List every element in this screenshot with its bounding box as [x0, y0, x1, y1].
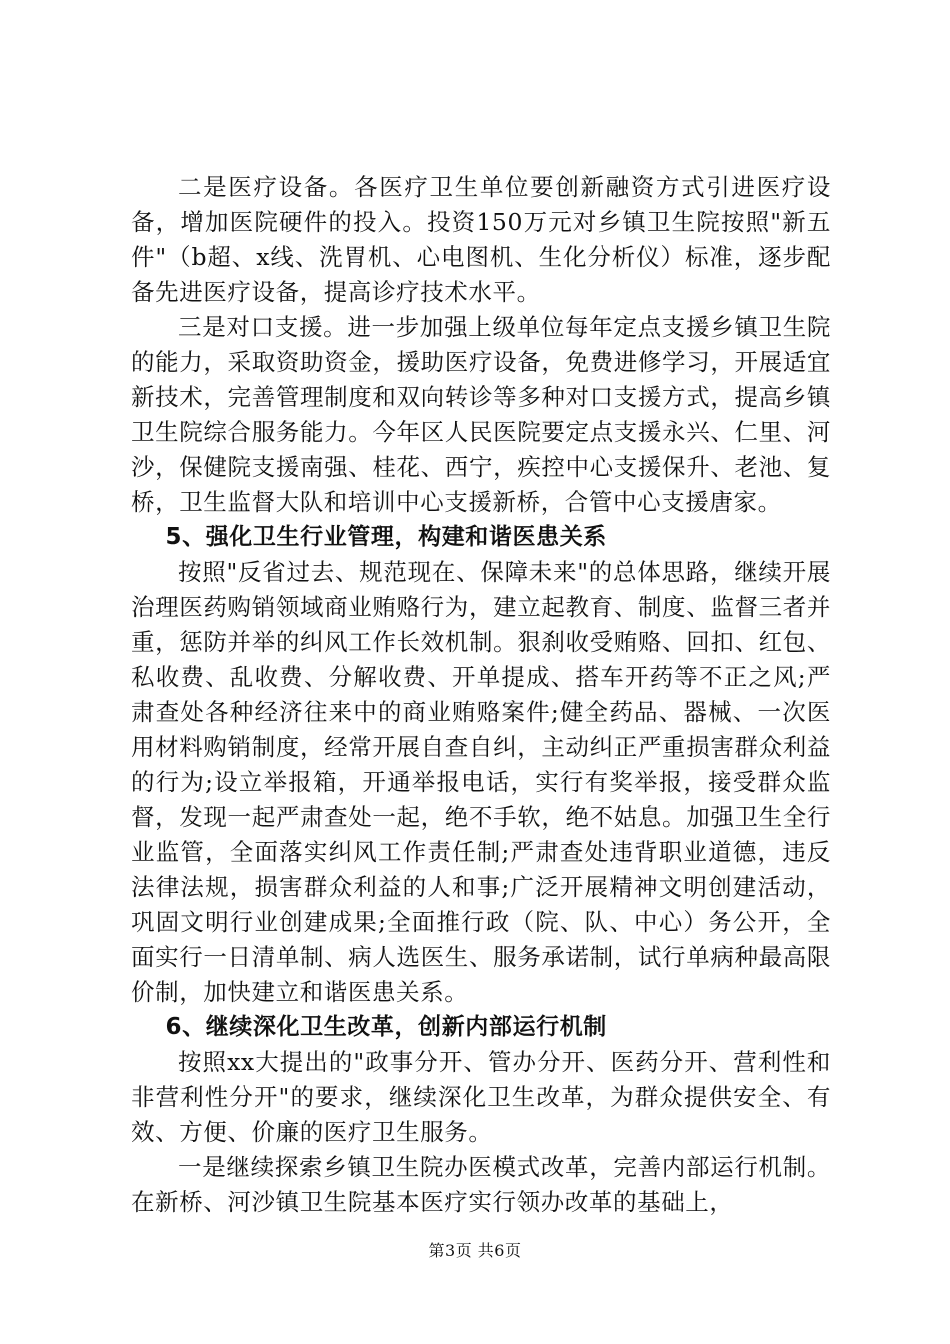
page-number-footer: 第3页 共6页 [428, 1241, 522, 1260]
paragraph-industry-management: 按照"反省过去、规范现在、保障未来"的总体思路，继续开展治理医药购销领域商业贿赂行为，建立起教育、制度、监督三者并重，惩防并举的纠风工作长效机制。狠刹收受贿赂、回扣、红包、私收费、乱收费、分解收费、开单提成、搭车开药等不正之风;严肃查处各种经济往来中的商业贿赂案件;健全药品、器械、一次医用材料购销制度，经常开展自查自纠，主动纠正严重损害群众利益的行为;设立举报箱，开通举报电话，实行有奖举报，接受群众监督，发现一起严肃查处一起，绝不手软，绝不姑息。加强卫生全行业监管，全面落实纠风工作责任制;严肃查处违背职业道德，违反法律法规，损害群众利益的人和事;广泛开展精神文明创建活动，巩固文明行业创建成果;全面推行政（院、队、中心）务公开，全面实行一日清单制、病人选医生、服务承诺制，试行单病种最高限价制，加快建立和谐医患关系。 [131, 558, 831, 1006]
paragraph-township-hospital-reform: 一是继续探索乡镇卫生院办医模式改革，完善内部运行机制。在新桥、河沙镇卫生院基本医疗实行领办改革的基础上， [131, 1153, 831, 1216]
section-heading-6: 6、继续深化卫生改革，创新内部运行机制 [165, 1014, 607, 1040]
document-body [131, 170, 831, 1220]
paragraph-health-reform: 按照xx大提出的"政事分开、管办分开、医药分开、营利性和非营利性分开"的要求，继续深化卫生改革，为群众提供安全、有效、方便、价廉的医疗卫生服务。 [131, 1048, 831, 1146]
paragraph-counterpart-support: 三是对口支援。进一步加强上级单位每年定点支援乡镇卫生院的能力，采取资助资金，援助医疗设备，免费进修学习，开展适宜新技术，完善管理制度和双向转诊等多种对口支援方式，提高乡镇卫生院综合服务能力。今年区人民医院要定点支援永兴、仁里、河沙，保健院支援南强、桂花、西宁，疾控中心支援保升、老池、复桥，卫生监督大队和培训中心支援新桥，合管中心支援唐家。 [131, 313, 831, 516]
paragraph-medical-equipment: 二是医疗设备。各医疗卫生单位要创新融资方式引进医疗设备，增加医院硬件的投入。投资150万元对乡镇卫生院按照"新五件"（b超、x线、洗胃机、心电图机、生化分析仪）标准，逐步配备先进医疗设备，提高诊疗技术水平。 [131, 173, 831, 306]
section-heading-5: 5、强化卫生行业管理，构建和谐医患关系 [165, 524, 607, 550]
